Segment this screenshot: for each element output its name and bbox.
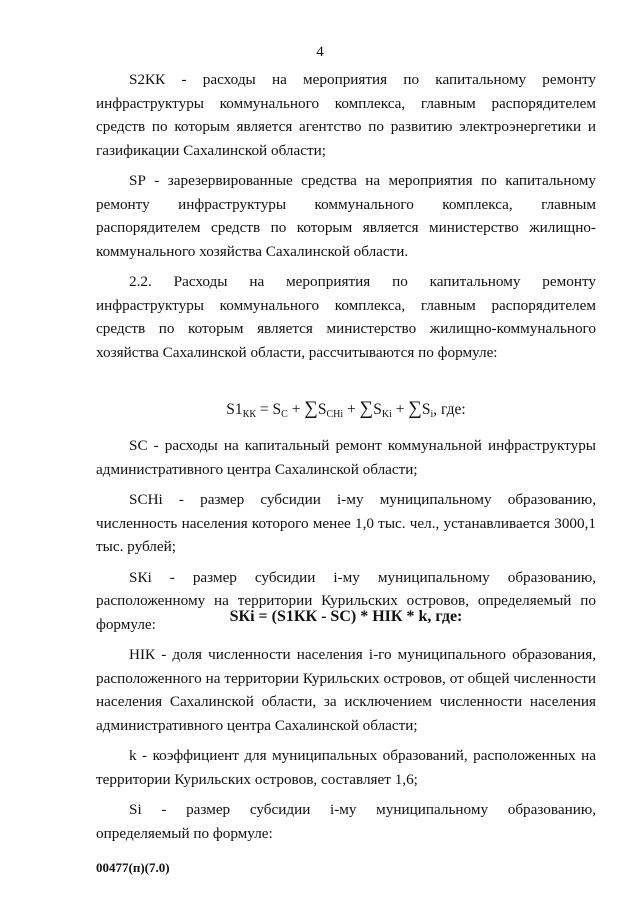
paragraph-k: k - коэффициент для муниципальных образований, расположенных на территории Курильских островов, составляет 1,6;: [96, 747, 596, 788]
paragraph-ski: SКi - размер субсидии i-му муниципальному образованию, расположенному на территории Курильских островов, определяемый по формуле:: [96, 568, 596, 633]
document-code: 00477(п)(7.0): [96, 860, 170, 875]
text-block-3: [96, 643, 596, 852]
paragraph-2-2: 2.2. Расходы на мероприятия по капитальному ремонту инфраструктуры коммунального комплекса, главным распорядителем средств по которым является министерство жилищно-коммунального хозяйства Сахалинской области, рассчитываются по формуле:: [96, 273, 596, 361]
formula-ski: SКi = (S1КК - SС) * HIК * k, где:: [229, 608, 463, 625]
paragraph-sp: SР - зарезервированные средства на мероприятия по капитальному ремонту инфраструктуры коммунального комплекса, главным распорядителем средств по которым является министерство жилищно-коммунального хозяйства Сахалинской области.: [96, 172, 596, 260]
paragraph-s2kk: S2КК - расходы на мероприятия по капитальному ремонту инфраструктуры коммунального комплекса, главным распорядителем средств по которым является агентство по развитию электроэнергетики и газификации Сахалинской области;: [96, 71, 596, 159]
paragraph-sc: SС - расходы на капитальный ремонт коммунальной инфраструктуры административного центра Сахалинской области;: [96, 437, 596, 478]
page-number: 4: [316, 44, 324, 60]
paragraph-si: Si - размер субсидии i-му муниципальному образованию, определяемый по формуле:: [96, 801, 596, 842]
paragraph-schi: SСНi - размер субсидии i-му муниципальному образованию, численность населения которого менее 1,0 тыс. чел., устанавливается 3000,1 тыс. рублей;: [96, 491, 596, 555]
text-block-1: [96, 68, 596, 371]
paragraph-hik: HIК - доля численности населения i-го муниципального образования, расположенного на территории Курильских островов, от общей численности населения Сахалинской области, за исключением численности населения административного центра Сахалинской области;: [96, 646, 596, 734]
formula-s1kk: $S1_{КК} = S_С + \sum S_{СНi} + \sum S_{Ki} + \sum S_i$, где:: [226, 398, 466, 420]
